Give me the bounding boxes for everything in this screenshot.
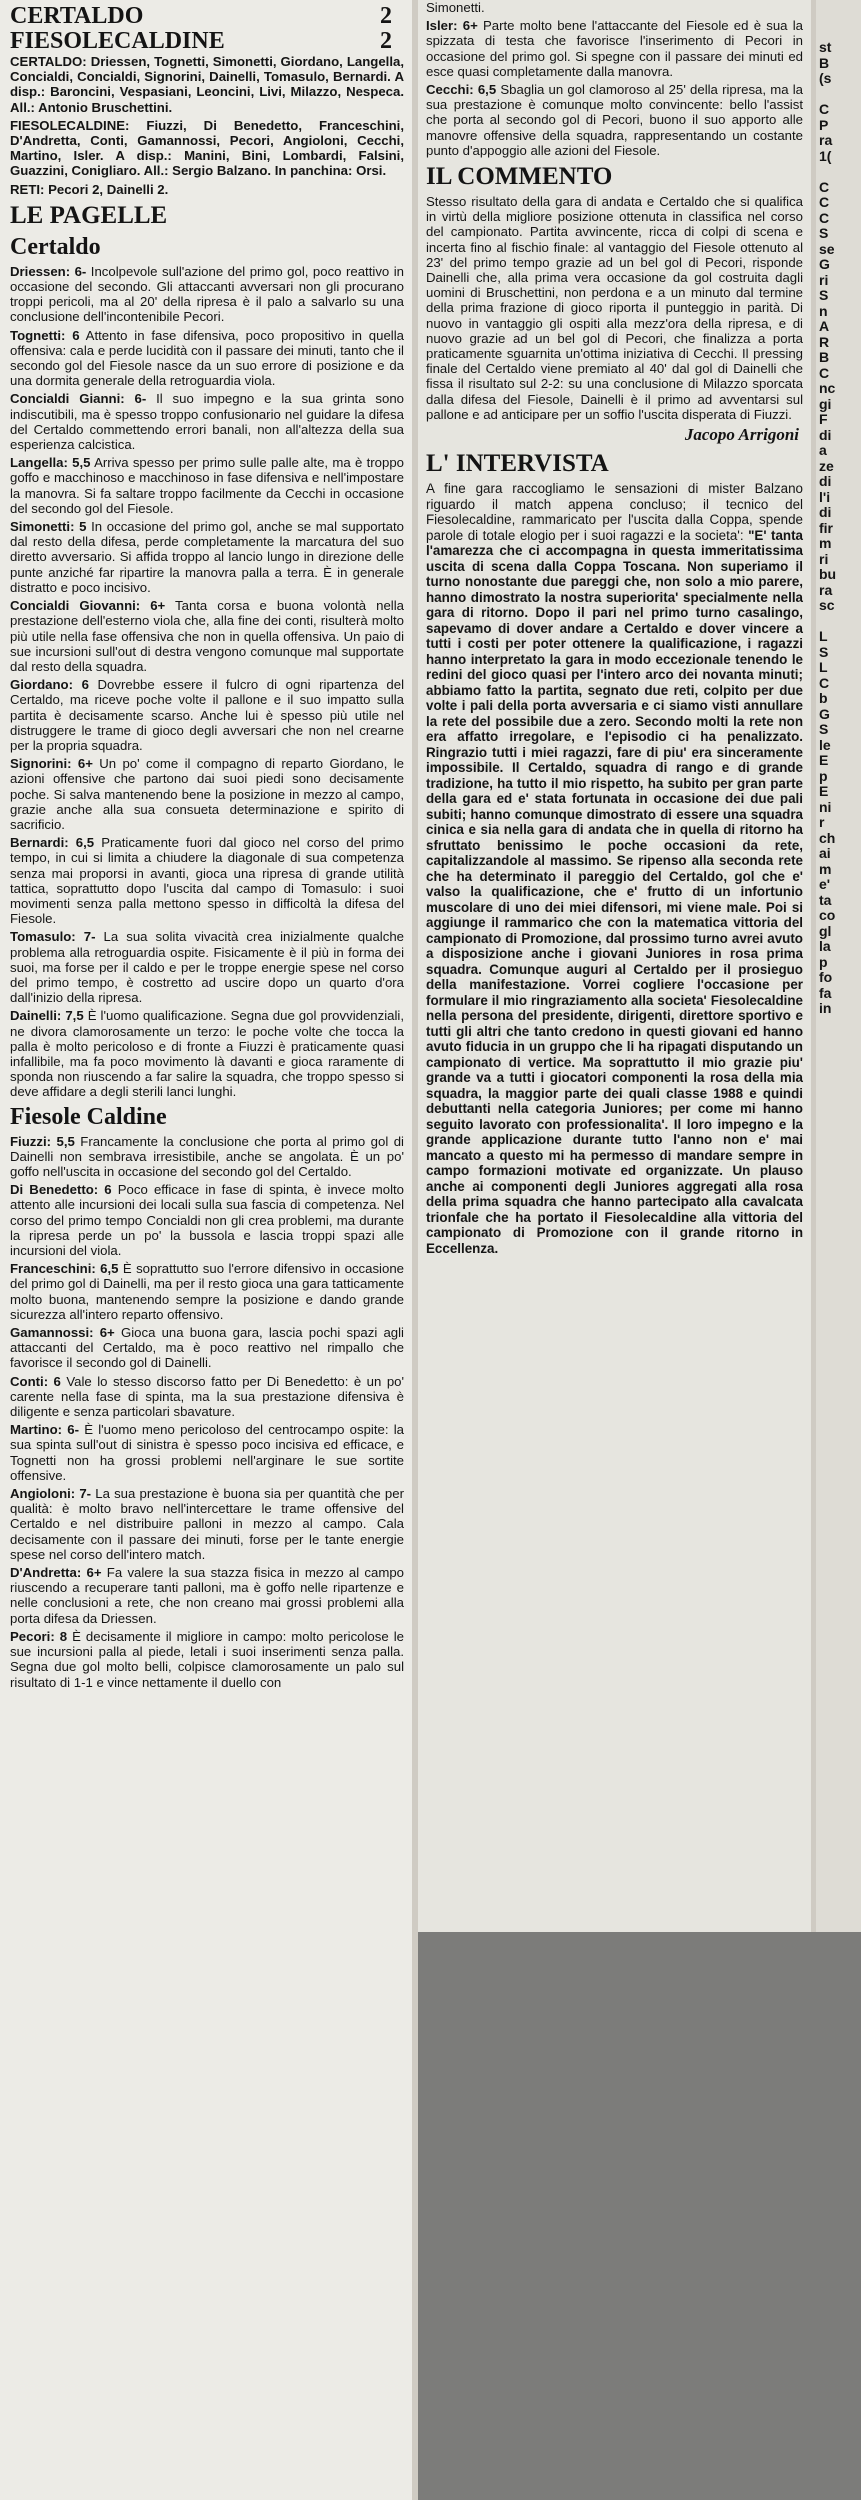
cropped-line: ri [819,550,829,567]
rating-entry [10,1486,404,1562]
cropped-line: n [819,302,828,319]
rating-entry [10,835,404,926]
cropped-line: l'i [819,488,831,505]
rating-comment: È decisamente il migliore in campo: molto pericolose le sue incursioni palla al piede, letali i suoi inserimenti senza palla. Segna due gol molto belli, colpisce clamorosamente un palo sul risultato di 1-1 e vince nettamente il duello con [10,1628,404,1690]
rating-entry [10,455,404,516]
fiesole-ratings-list [10,1134,404,1690]
cropped-line: la [819,938,831,954]
cropped-line: a [819,442,827,458]
rating-comment: Fa valere la sua stazza fisica in mezzo al campo riuscendo a recuperare tanti palloni, ma è goffo nelle ripartenze e nelle conclusioni a rete, che non creano mai grossi problemi alla porta difesa da Driessen. [10,1565,404,1626]
rating-entry [10,1261,404,1322]
certaldo-ratings-title: Certaldo [10,233,101,260]
cropped-line: se [819,240,835,257]
rating-player-score: Fiuzzi: 5,5 [10,1133,75,1149]
rating-comment: Parte molto bene l'attaccante del Fiesole ed è sua la spizzata di testa che favorisce l'inserimento di Pecori in occasione del primo gol. Si spegne con il passare dei minuti ed esce quasi completamente dalla manovra. [426,18,803,79]
cropped-line: ra [819,132,833,148]
rating-entry [10,1629,404,1690]
away-team-row [10,29,404,54]
rating-comment: Poco efficace in fase di spinta, è invece molto attento alle incursioni dei locali sulla sua fascia di competenza. Nel corso del primo tempo Concialdi non gli crea problemi, ma durante la ripresa perde un po' la bussola e lascia troppi spazi alle incursioni del viola. [10,1182,404,1259]
rating-comment: Incolpevole sull'azione del primo gol, poco reattivo in occasione del secondo. Gli attaccanti avversari non gli procurano troppi pericoli, ma al 20' della ripresa è il palo a salvarlo su una conclusione dell'incontenibile Pecori. [10,263,404,325]
cropped-line: S [819,225,829,241]
cropped-line: 1( [819,147,832,164]
scorers: RETI: Pecori 2, Dainelli 2. [10,181,169,197]
cropped-line: gi [819,395,832,412]
rating-entry [10,264,404,325]
intervista-title: L' INTERVISTA [426,450,609,478]
rating-player-score: Giordano: 6 [10,677,89,693]
cropped-line: b [819,690,828,706]
rating-player-score: Langella: 5,5 [10,455,91,471]
cropped-line: nc [819,380,836,396]
cropped-line: m [819,860,832,877]
blank-area [418,1932,861,2500]
rating-entry [426,18,803,79]
rating-player-score: Tomasulo: 7- [10,929,96,945]
cropped-line: st [819,39,832,55]
rating-comment: Dovrebbe essere il fulcro di ogni ripartenza del Certaldo, ma riceve poche volte il pallone e il suo impatto sulla partita è decisamente scarso. Anche lui è spesso più utile nel distruggere le trame di gioco degli avversari che non nel crearne per la propria squadra. [10,677,404,753]
cropped-line [819,87,861,103]
cropped-line: C [819,209,830,226]
cropped-line: ze [819,457,834,474]
rating-comment: Praticamente fuori dal gioco nel corso del primo tempo, in cui si limita a chiudere la diagonale di sua competenza senza mai proporsi in avanti, gioca una ripresa di grande utilità tattica, soprattutto dopo l'uscita dal campo di Tomasulo: i suoi movimenti senza palla mettono spesso in difficoltà la difesa del Fiesole. [10,835,404,927]
rating-entry [10,598,404,674]
cropped-line [819,164,861,180]
cropped-line: B [819,54,830,71]
cropped-line: C [819,101,830,117]
rating-player-score: Angioloni: 7- [10,1486,92,1502]
cropped-line: S [819,287,829,303]
rating-comment: Il suo impegno e la sua grinta sono indiscutibili, ma è spesso troppo confusionario nel guidare la difesa del Certaldo commettendo errori banali, non all'altezza della sua esperienza calcistica. [10,391,405,453]
rating-comment: Gioca una buona gara, lascia pochi spazi agli attaccanti del Certaldo, ma è poco reattivo nel rimpallo che favorisce il secondo gol di Dainelli. [10,1325,404,1371]
cropped-line: di [819,504,832,520]
rating-entry [10,1565,404,1626]
home-team-name: CERTALDO [10,3,144,29]
rating-player-score: Bernardi: 6,5 [10,835,95,851]
cropped-line: L [819,628,828,644]
cropped-line: le [819,736,831,753]
commento-title: IL COMMENTO [426,163,613,191]
rating-comment: È l'uomo qualificazione. Segna due gol provvidenziali, ne divora clamorosamente un terzo: le poche volte che tocca la palla è molto pericoloso e di fronte a Fiuzzi è praticamente quasi infallibile, ma fa poco movimento là davanti e gioca raramente di sponda non riuscendo a far salire la squadra, che troppo spesso si deve affidare a degli sterili lanci lunghi. [10,1008,405,1100]
rating-comment: La sua solita vivacità crea inizialmente qualche problema alla retroguardia ospite. Fisicamente è il più in forma dei suoi, ma forse per il caldo e per le troppe energie spese nel corso del primo tempo, è costretto ad uscire dopo un quarto d'ora dall'inizio della ripresa. [10,929,404,1006]
commento-text: Stesso risultato della gara di andata e Certaldo che si qualifica in virtù della migliore posizione ottenuta in classifica nel corso del campionato. Partita avvincente, ricca di colpi di scena e incerta fino al fischio finale: al vantaggio del Fiesole ottenuto al 23' del primo tempo grazie ad un bel gol di Pecori, risponde Dainelli che, alla prima vera occasione da gol costruita dagli uomini di Bruschettini, non perdona e a un minuto dal termine della prima frazione di gioco riporta il punteggio in parità. Di nuovo in vantaggio gli ospiti alla mezz'ora della ripresa, e di nuovo grazie ad un bel gol di Pecori, che finalizza a porta praticamente sguarnita un'ottima iniziativa di Cecchi. Il pressing finale del Certaldo viene premiato al 40' dal gol di Dainelli che fissa il risultato sul 2-2: su una conclusione di Milazzo sporcata dalla difesa del Fiesole, Dainelli è il primo ad avventarsi sul pallone e ad anticipare per un soffio l'uscita disperata di Fiuzzi. [426,194,803,422]
rating-entry [10,929,404,1005]
rating-player-score: Di Benedetto: 6 [10,1182,112,1198]
rating-player-score: Concialdi Gianni: 6- [10,391,147,407]
cropped-line: p [819,767,828,784]
cropped-line: fir [819,519,833,536]
rating-entry [10,1374,404,1420]
cropped-line: C [819,178,830,195]
rating-player-score: Isler: 6+ [426,18,478,34]
rating-comment: Un po' come il compagno di reparto Giordano, le azioni offensive che partono dai suoi piedi sono decisamente poche. Si salva mantenendo bene la posizione in mezzo al campo, grazie anche alla sua consueta determinazione e spirito di sacrificio. [10,756,404,832]
cropped-line: G [819,256,830,272]
rating-entry [10,1182,404,1258]
rating-comment: Sbaglia un gol clamoroso al 25' della ripresa, ma la sua prestazione è comunque molto convincente: bello l'assist che porta al secondo gol di Pecori, buono il suo apporto alle manovre offensive della squadra, rappresentando un costante punto d'appoggio alle azioni del Fiesole. [426,82,803,158]
cropped-line: fa [819,984,832,1001]
home-team-row [10,4,404,29]
rating-entry [10,519,404,595]
rating-entry [426,0,803,15]
cropped-line: r [819,814,825,830]
cropped-line: C [819,364,830,381]
rating-player-score: Simonetti: 5 [10,519,87,535]
lineup-away: FIESOLECALDINE: Fiuzzi, Di Benedetto, Franceschini, D'Andretta, Conti, Gamannossi, Pecori, Angioloni, Cecchi, Martino, Isler. A disp.: Manini, Bini, Lombardi, Falsini, Guazzini, Conigliaro. All.: Sergio Balzano. In panchina: Orsi. [10,117,404,179]
cropped-line: L [819,659,828,675]
lineup-home: CERTALDO: Driessen, Tognetti, Simonetti, Giordano, Langella, Concialdi, Concialdi, Signorini, Dainelli, Tomasulo, Bernardi. A disp.: Baroncini, Vespasiani, Leoncini, Livi, Milazzo, Nespeca. All.: Antonio Bruschettini. [10,54,404,115]
cropped-line: (s [819,70,832,86]
cropped-line: sc [819,597,835,613]
rating-player-score: Martino: 6- [10,1422,79,1438]
adjacent-line-list [819,40,861,1017]
adjacent-cropped-column [816,0,861,1932]
cropped-line: m [819,535,832,551]
cropped-line [819,614,861,630]
rating-entry [10,328,404,389]
cropped-line: F [819,411,828,427]
cropped-line: di [819,473,832,489]
ratings-continued-list [426,0,803,158]
cropped-line: G [819,705,830,722]
cropped-line: C [819,194,830,210]
certaldo-ratings-list [10,264,404,1100]
rating-player-score: Dainelli: 7,5 [10,1008,84,1024]
fiesole-ratings-title: Fiesole Caldine [10,1103,167,1130]
cropped-line: di [819,426,832,443]
cropped-line: B [819,349,830,365]
rating-entry [426,82,803,158]
cropped-line: R [819,333,830,350]
rating-entry [10,1422,404,1483]
cropped-line: ai [819,845,831,861]
home-team-score: 2 [380,3,392,29]
rating-player-score: Cecchi: 6,5 [426,82,497,98]
cropped-line: C [819,674,830,691]
rating-entry [10,1008,404,1099]
commento-author: Jacopo Arrigoni [684,425,799,445]
intervista-text [426,481,803,1256]
rating-entry [10,677,404,753]
rating-comment: È l'uomo meno pericoloso del centrocampo ospite: la sua spinta sull'out di sinistra è spesso poco incisiva ed efficace, e Tognetti non ha grossi problemi nell'arginare le sue sortite offensive. [10,1422,405,1483]
cropped-line: ni [819,798,832,815]
cropped-line: ch [819,829,836,846]
cropped-line: e' [819,876,831,892]
cropped-line: ra [819,581,833,598]
intervista-intro: A fine gara raccogliamo le sensazioni di mister Balzano riguardo il match appena concluso; il tecnico del Fiesolecaldine, rammaricato per l'uscita dalla Coppa, spende parole di totale elogio per i suoi ragazzi e la societa': [426,481,803,543]
cropped-line: E [819,783,829,799]
cropped-line: in [819,1000,832,1016]
rating-comment: Tanta corsa e buona volontà nella prestazione dell'esterno viola che, alla fine dei conti, risulterà molto più utile nella fase offensiva che non in quella offensiva. Un paio di sue incursioni sull'out di destra vengono comunque mal supportate dal resto della squadra. [10,598,404,674]
cropped-line: ri [819,271,829,288]
rating-player-score: Signorini: 6+ [10,756,93,772]
cropped-line: gl [819,922,832,939]
rating-player-score: Driessen: 6- [10,263,87,279]
cropped-line: S [819,643,829,660]
rating-player-score: D'Andretta: 6+ [10,1565,102,1581]
rating-player-score: Tognetti: 6 [10,327,80,343]
rating-comment: Francamente la conclusione che porta al primo gol di Dainelli non sembrava irresistibile, anche se angolata. È un po' goffo nell'uscita in occasione del secondo gol del Certaldo. [10,1133,404,1179]
rating-player-score: Pecori: 8 [10,1628,68,1644]
rating-comment: Simonetti. [426,0,485,15]
ratings-title: LE PAGELLE [10,201,168,229]
cropped-line: S [819,721,829,737]
rating-player-score: Gamannossi: 6+ [10,1325,115,1341]
rating-comment: La sua prestazione è buona sia per quantità che per qualità: è molto bravo nell'intercettare le trame offensive del Certaldo e nel distribuire palloni in mezzo al campo. Cala decisamente con il passare dei minuti, forse per le tante energie spese nel corso dell'intero match. [10,1486,404,1562]
cropped-line: A [819,318,830,334]
rating-comment: Vale lo stesso discorso fatto per Di Benedetto: è un po' carente nella fase di spinta, ma la sua prestazione difensiva è diligente e senza particolari sbavature. [10,1373,404,1420]
intervista-quote: "E' tanta l'amarezza che ci accompagna in questa immeritatissima uscita di scena dalla Coppa Toscana. Non superiamo il turno nonostante due pareggi che, non solo a mio parere, hanno dimostrato la nostra superiorita' specialmente nella gara di ritorno. Dopo il pari nel primo turno casalingo, sapevamo di dover andare a Certaldo e dover vincere a tutti i costi per poter ottenere la qualificazione, i ragazzi hanno interpretato la gara in modo eccezionale tenendo le redini del gioco quasi per l'intero arco dei novanta minuti; abbiamo fatto la partita, segnato due reti, colpito per due volte i pali della porta avversaria e ci siamo visti annullare la rete del possibile due a zero. Secondo molti la rete non era affatto irregolare, e l'episodio ci ha penalizzato. Ringrazio tutti i miei ragazzi, fare di piu' era sinceramente impossibile. Il Certaldo, squadra di rango e di grande tradizione, ha tutto il mio rispetto, ha subito per gran parte della gara ed e' stata fortunata in occasione dei due pali subiti; hanno comunque dimostrato di essere una squadra cinica e sia nella gara di andata che in quella di ritorno ha sfruttato benissimo le poche occasioni da rete, capitalizzandole al massimo. Se ripenso alla seconda rete che ha determinato il pareggio del Certaldo, gol che e' valso la qualificazione, che e' frutto di un infortunio muscolare di uno dei miei difensori, mi viene male. Poi si aggiunge il rammarico che con la matematica vittoria del campionato di Promozione, dal prossimo turno avrei avuto a disposizione anche i giovani Juniores in rosa prima squadra. Comunque auguri al Certaldo per il prosieguo della manifestazione. Vorrei cogliere l'occasione per formulare il mio ringraziamento alla societa' Fiesolecaldine nella persona del presidente, dirigenti, direttore sportivo e tutti gli altri che tanto credono in questi giovani ed hanno avuto fiducia in un gruppo che li ha ripagati disputando un campionato di vertice. Ma soprattutto il mio grazie piu' grande va a tutti i giocatori componenti la rosa della mia squadra, la maggior parte dei quali classe 1988 e quindi debuttanti nella categoria Juniores; per come mi hanno seguito lavorato con professionalita'. Il loro impegno e la grande applicazione durante tutto l'anno non e' mai mancato a questo mi ha permesso di mandare sempre in campo formazioni motivate ed organizzate. Un plauso anche ai componenti degli Juniores aggregati alla rosa della prima squadra che hanno partecipato alla cavalcata trionfale che ha portato il Fiesolecaldine alla vittoria del campionato di Promozione con il grande ritorno in Eccellenza. [426,527,803,1256]
cropped-line: p [819,953,828,970]
rating-player-score: Concialdi Giovanni: 6+ [10,598,166,614]
rating-player-score: Conti: 6 [10,1373,61,1389]
cropped-line: fo [819,969,833,985]
away-team-name: FIESOLECALDINE [10,28,225,54]
rating-entry [10,1134,404,1180]
cropped-line: E [819,752,829,768]
left-column [0,0,412,2500]
rating-comment: È soprattutto suo l'errore difensivo in occasione del primo gol di Dainelli, ma per il resto gioca una gara tatticamente molto buona, mantenendo sempre la posizione e dando grande sicurezza all'intero reparto offensivo. [10,1261,404,1322]
rating-comment: Arriva spesso per primo sulle palle alte, ma è troppo goffo e macchinoso e macchinoso in fase difensiva e nell'impostare la manovra. Si fa saltare troppo facilmente da Cecchi in occasione del secondo gol del Fiesole. [10,455,405,516]
rating-player-score: Franceschini: 6,5 [10,1261,119,1277]
cropped-line: co [819,907,836,923]
rating-entry [10,391,404,452]
rating-entry [10,1325,404,1371]
cropped-line: P [819,116,829,133]
middle-column [418,0,811,1932]
rating-comment: In occasione del primo gol, anche se mal supportato dal resto della difesa, perde completamente la marcatura del suo diretto avversario. Si affida troppo al lancio lungo in direzione delle punte anziché far ripartire la manovra palla a terra. È in generale distratto e poco incisivo. [10,519,405,595]
rating-comment: Attento in fase difensiva, poco propositivo in quella offensiva: cala e perde lucidità con il passare dei minuti, tanto che il secondo gol del Fiesole nasce da un suo errore di posizione e da una dormita generale della retroguardia viola. [10,327,404,389]
away-team-score: 2 [380,28,392,54]
rating-entry [10,756,404,832]
cropped-line: bu [819,566,837,582]
cropped-line: ta [819,891,832,908]
